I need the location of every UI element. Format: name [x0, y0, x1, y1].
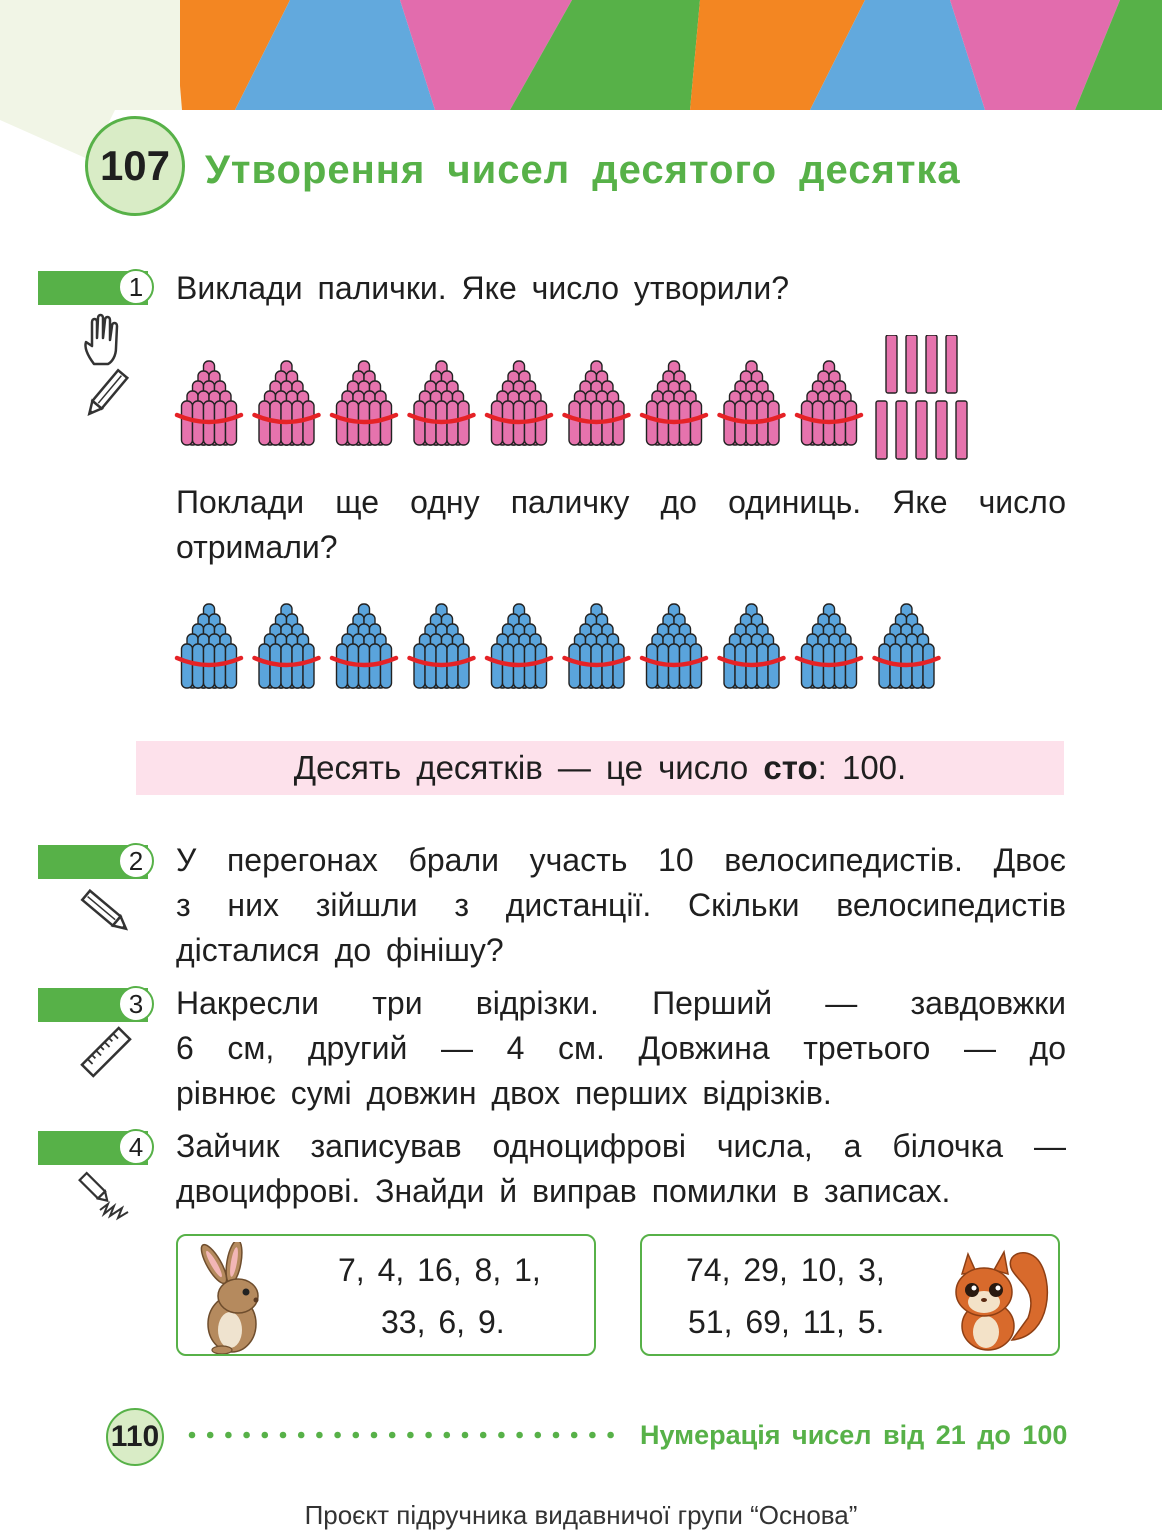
task-4-number: 4	[118, 1129, 154, 1165]
task-2-number: 2	[118, 843, 154, 879]
stick-bundle	[642, 361, 706, 445]
stick-bundle	[875, 604, 939, 688]
stick-bundle	[255, 361, 319, 445]
squirrel-illustration	[942, 1240, 1054, 1354]
stick-bundle	[332, 361, 396, 445]
task-1-followup	[176, 480, 1066, 570]
rule-text: Десять десятків — це число сто: 100.	[293, 749, 907, 786]
rabbit-numbers-box	[176, 1234, 596, 1356]
stick-bundle	[720, 604, 784, 688]
stick-bundle	[177, 604, 241, 688]
rabbit-numbers-line: 33, 6, 9.	[381, 1304, 505, 1340]
publisher-credit: Проєкт підручника видавничої групи “Основа”	[304, 1500, 858, 1530]
page-number-badge	[106, 1408, 164, 1466]
section-title: Нумерація чисел від 21 до 100	[640, 1420, 1068, 1450]
task-4-prompt: Зайчик записував одноцифрові числа, а білочка — двоцифрові. Знайди й виправ помилки в записах.	[176, 1128, 1066, 1209]
task-2-prompt: У перегонах брали участь 10 велосипедистів. Двоє з них зійшли з дистанції. Скільки велосипедистів дісталися до фінішу?	[176, 842, 1066, 968]
stick-bundle	[255, 604, 319, 688]
pencil-icon	[78, 884, 134, 940]
blue-stick-bundles	[172, 590, 982, 692]
ruler-icon	[78, 1024, 134, 1080]
stick-bundle	[177, 361, 241, 445]
stick-bundle	[410, 604, 474, 688]
task-1-followup-line: Поклади ще одну паличку до одиниць. Яке число	[176, 484, 1066, 520]
stick-bundle	[565, 361, 629, 445]
stick-bundle	[565, 604, 629, 688]
task-1-followup-line: отримали?	[176, 529, 338, 565]
hand-icon	[78, 312, 134, 368]
squirrel-numbers-line: 74, 29, 10, 3,	[686, 1252, 885, 1288]
rabbit-illustration	[186, 1242, 276, 1354]
stick-bundle	[642, 604, 706, 688]
footer-dots	[188, 1420, 618, 1450]
stick-bundle	[720, 361, 784, 445]
lesson-number-badge	[85, 116, 185, 216]
squirrel-numbers-line: 51, 69, 11, 5.	[688, 1304, 885, 1340]
task-3-prompt: Накресли три відрізки. Перший — завдовжки 6 см, другий — 4 см. Довжина третього — до рівнює сумі довжин двох перших відрізків.	[176, 985, 1066, 1111]
stick-bundle	[797, 361, 861, 445]
rule-box	[136, 741, 1064, 795]
stick-bundle	[410, 361, 474, 445]
rule-keyword: сто	[763, 749, 818, 786]
task-1-number: 1	[118, 269, 154, 305]
stick-bundle	[797, 604, 861, 688]
single-sticks	[876, 335, 967, 459]
stick-bundle	[332, 604, 396, 688]
lesson-number: 107	[99, 142, 171, 189]
stick-bundle	[487, 604, 551, 688]
task-1-line: Виклади палички. Яке число утворили?	[176, 270, 790, 306]
page-number: 110	[110, 1420, 160, 1453]
squirrel-numbers-box	[640, 1234, 1060, 1356]
rabbit-numbers-line: 7, 4, 16, 8, 1,	[338, 1252, 541, 1288]
stick-bundle	[487, 361, 551, 445]
pink-stick-bundles	[172, 335, 982, 465]
task-3-number: 3	[118, 986, 154, 1022]
pencil-scribble-icon	[78, 1170, 134, 1226]
lesson-title: Утворення чисел десятого десятка	[205, 148, 961, 192]
task-1-prompt	[176, 266, 1066, 311]
header-banner	[0, 0, 1162, 110]
pencil-icon	[78, 366, 134, 422]
